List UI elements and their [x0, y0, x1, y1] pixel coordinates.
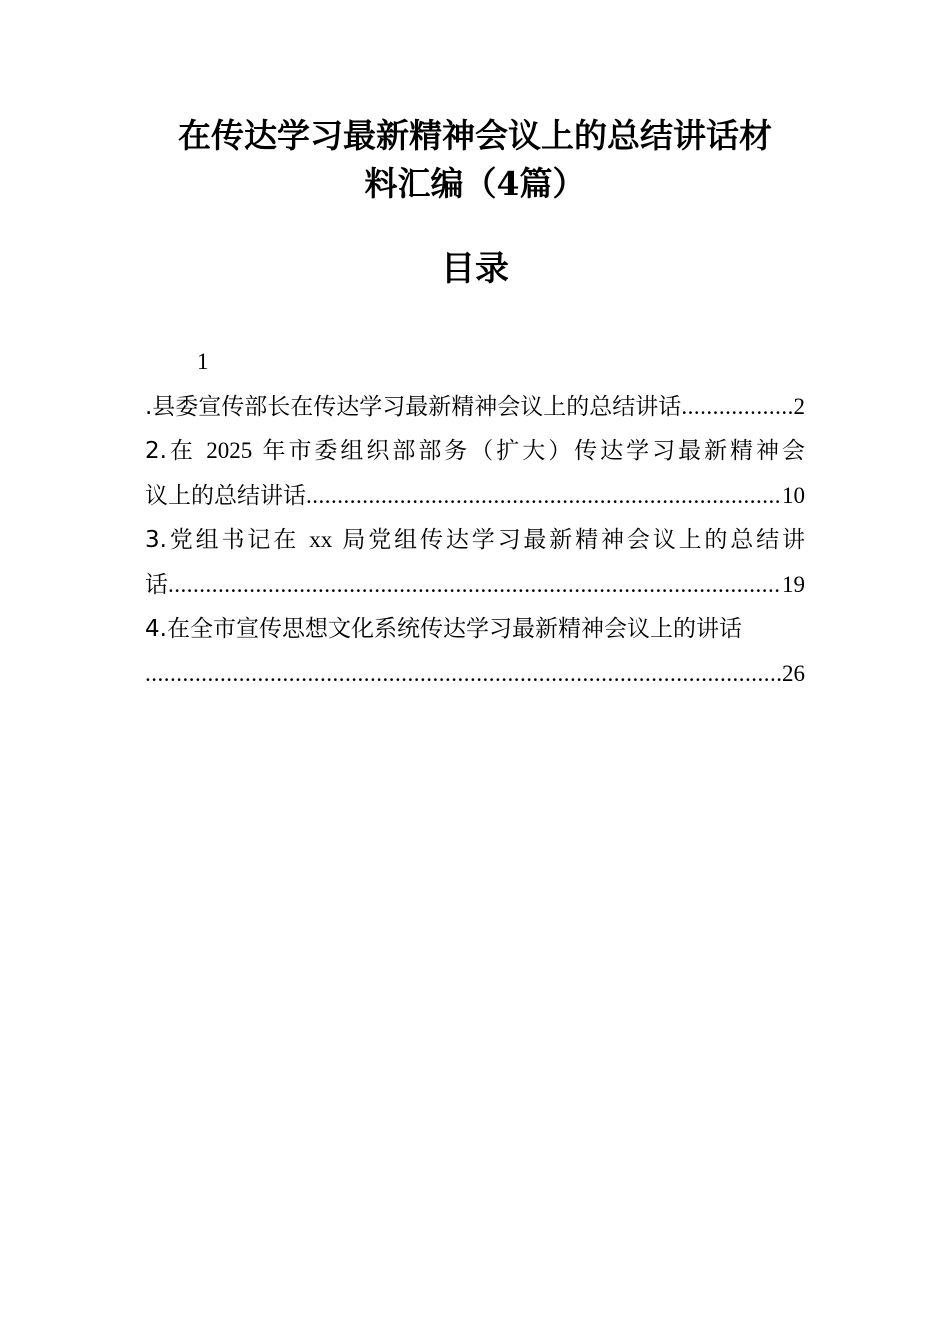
toc-item-2-title-year[interactable]: 2025 — [206, 438, 253, 463]
toc-item-2-title-continued[interactable]: 议上的总结讲话 — [145, 482, 306, 509]
toc-item-3-line1[interactable] — [145, 518, 805, 563]
document-title — [145, 112, 805, 208]
toc-item-1-title[interactable]: .县委宣传部长在传达学习最新精神会议上的总结讲话 — [145, 393, 682, 420]
toc-item-2-title-rest[interactable]: 年市委组织部部务（扩大）传达学习最新精神会 — [252, 438, 805, 464]
toc-item-3-title-continued[interactable]: 话 — [145, 571, 168, 598]
toc-item-4-title[interactable]: 4.在全市宣传思想文化系统传达学习最新精神会议上的讲话 — [145, 616, 742, 642]
toc-item-1[interactable] — [145, 385, 805, 430]
toc-item-3-line2[interactable] — [145, 563, 805, 608]
toc-item-1-number: 1 — [197, 349, 209, 374]
toc-item-3-title-xx[interactable]: xx — [309, 527, 333, 552]
toc-item-3-page[interactable]: 19 — [782, 571, 805, 597]
toc-item-2-leader — [306, 474, 782, 519]
toc-item-4-leader — [145, 652, 782, 697]
toc-item-4-line1[interactable] — [145, 607, 805, 652]
document-title-line1: 在传达学习最新精神会议上的总结讲话材 — [178, 116, 772, 155]
toc-item-1-leader — [681, 385, 793, 430]
toc-item-3-leader — [168, 563, 782, 608]
table-of-contents — [145, 340, 805, 696]
toc-item-3-title-rest[interactable]: 局党组传达学习最新精神会议上的总结讲 — [332, 527, 805, 553]
toc-item-2-line2[interactable] — [145, 474, 805, 519]
document-title-line2: 料汇编（4篇） — [364, 164, 586, 203]
toc-item-1-number-line — [145, 340, 805, 385]
toc-heading: 目录 — [441, 249, 509, 289]
toc-item-4-line2[interactable] — [145, 652, 805, 697]
toc-item-4-page[interactable]: 26 — [782, 660, 805, 686]
toc-item-2-page[interactable]: 10 — [782, 482, 805, 508]
toc-item-1-page[interactable]: 2 — [793, 393, 805, 419]
toc-item-3-title-prefix[interactable]: 3.党组书记在 — [145, 527, 310, 553]
toc-item-2-line1[interactable] — [145, 429, 805, 474]
toc-item-2-title-prefix[interactable]: 2.在 — [145, 438, 207, 464]
